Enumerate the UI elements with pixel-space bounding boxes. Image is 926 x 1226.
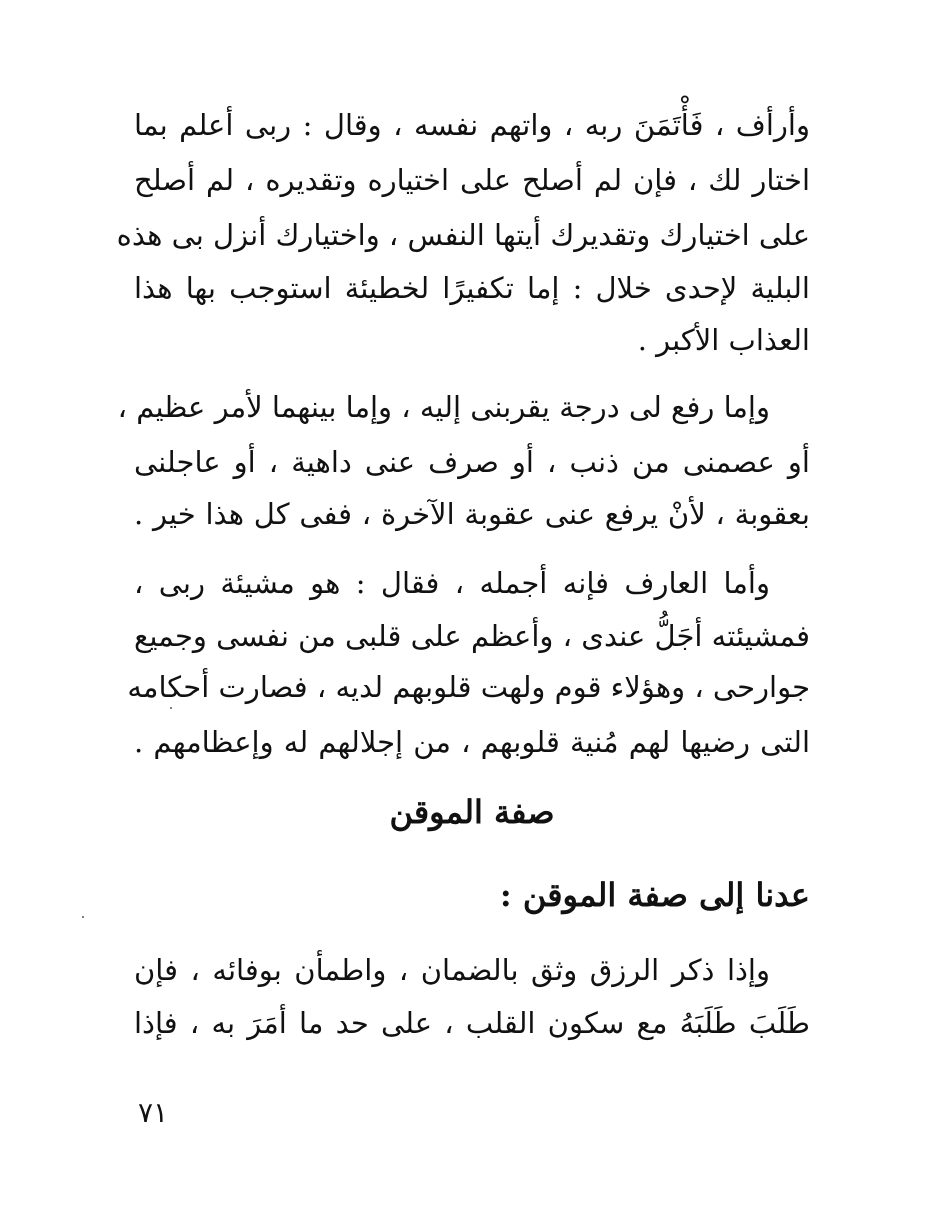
text-line: فمشيئته أجَلُّ عندى ، وأعظم على قلبى من نفسى وجميع [134, 619, 810, 653]
text-line: وأرأف ، فَأْتَمَنَ ربه ، واتهم نفسه ، وقال : ربى أعلم بما [134, 108, 810, 142]
text-line: أو عصمنى من ذنب ، أو صرف عنى داهية ، أو عاجلنى [134, 445, 810, 479]
text-line: العذاب الأكبر . [637, 323, 810, 357]
scan-speck [170, 707, 172, 709]
text-line: وإما رفع لى درجة يقربنى إليه ، وإما بينهما لأمر عظيم ، [117, 390, 770, 424]
subheading: عدنا إلى صفة الموقن : [499, 876, 810, 914]
text-line: طَلَبَ طَلَبَهُ مع سكون القلب ، على حد ما أمَرَ به ، فإذا [134, 1006, 810, 1040]
text-line: جوارحى ، وهؤلاء قوم ولهت قلوبهم لديه ، فصارت أحكامه [127, 670, 810, 704]
page-number: ٧١ [138, 1096, 169, 1129]
section-title: صفة الموقن [389, 793, 555, 831]
text-line: التى رضيها لهم مُنية قلوبهم ، من إجلالهم له وإعظامهم . [134, 725, 810, 759]
text-line: وأما العارف فإنه أجمله ، فقال : هو مشيئة ربى ، [134, 566, 770, 600]
text-line: وإذا ذكر الرزق وثق بالضمان ، واطمأن بوفائه ، فإن [134, 953, 770, 987]
text-line: بعقوبة ، لأنْ يرفع عنى عقوبة الآخرة ، ففى كل هذا خير . [134, 497, 810, 531]
text-line: البلية لإحدى خلال : إما تكفيرًا لخطيئة استوجب بها هذا [134, 271, 810, 305]
text-line: اختار لك ، فإن لم أصلح على اختياره وتقديره ، لم أصلح [134, 163, 810, 197]
text-line: على اختيارك وتقديرك أيتها النفس ، واختيارك أنزل بى هذه [116, 218, 810, 252]
scan-speck [82, 916, 84, 918]
